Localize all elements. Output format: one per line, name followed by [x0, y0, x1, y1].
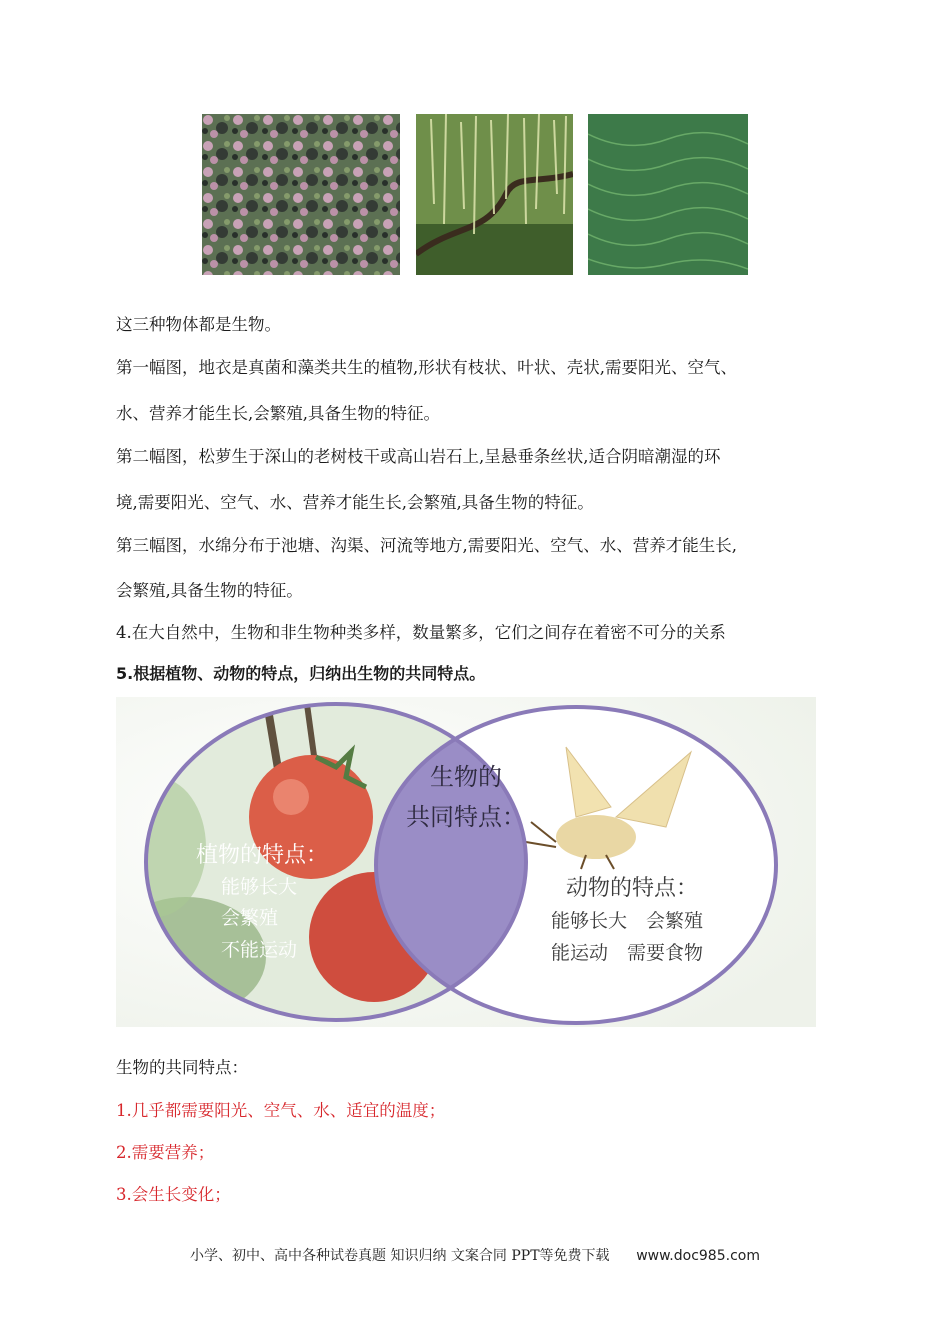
plant-item-3: 不能运动	[221, 939, 298, 961]
answer-item-1: 1.几乎都需要阳光、空气、水、适宜的温度；	[116, 1101, 446, 1120]
venn-diagram	[116, 697, 816, 1027]
spirogyra-photo	[588, 114, 748, 275]
answer-item-2: 2.需要营养；	[116, 1143, 215, 1162]
animal-row-2: 能运动 需要食物	[551, 942, 704, 964]
answer-heading: 生物的共同特点：	[116, 1058, 248, 1077]
plant-title: 植物的特点：	[196, 843, 329, 868]
page-footer	[0, 1245, 950, 1265]
animal-row-1: 能够长大 会繁殖	[551, 910, 704, 932]
venn-center-line2: 共同特点：	[406, 803, 526, 831]
answer-4: 4.在大自然中，生物和非生物种类多样，数量繁多，它们之间存在着密不可分的关系	[116, 623, 726, 642]
lichen-description-cont: 水、营养才能生长,会繁殖,具备生物的特征。	[116, 404, 440, 423]
usnea-description-cont: 境,需要阳光、空气、水、营养才能生长,会繁殖,具备生物的特征。	[116, 493, 594, 512]
plant-item-1: 能够长大	[221, 876, 298, 898]
footer-text: 小学、初中、高中各种试卷真题 知识归纳 文案合同 PPT等免费下载	[190, 1248, 610, 1264]
lichen-photo	[202, 114, 400, 275]
plant-item-2: 会繁殖	[221, 907, 279, 929]
question-5: 5.根据植物、动物的特点，归纳出生物的共同特点。	[116, 664, 486, 683]
spirogyra-description-cont: 会繁殖,具备生物的特征。	[116, 581, 303, 600]
answer-item-3: 3.会生长变化；	[116, 1185, 231, 1204]
spirogyra-description: 第三幅图，水绵分布于池塘、沟渠、河流等地方,需要阳光、空气、水、营养才能生长,	[116, 536, 737, 555]
usnea-photo	[416, 114, 573, 275]
animal-title: 动物的特点：	[566, 876, 699, 901]
footer-link[interactable]: www.doc985.com	[636, 1248, 760, 1264]
venn-center-line1: 生物的	[430, 763, 502, 791]
lichen-description: 第一幅图，地衣是真菌和藻类共生的植物,形状有枝状、叶状、壳状,需要阳光、空气、	[116, 358, 737, 377]
statement-paragraph: 这三种物体都是生物。	[116, 315, 281, 334]
usnea-description: 第二幅图，松萝生于深山的老树枝干或高山岩石上,呈悬垂条丝状,适合阴暗潮湿的环	[116, 447, 721, 466]
